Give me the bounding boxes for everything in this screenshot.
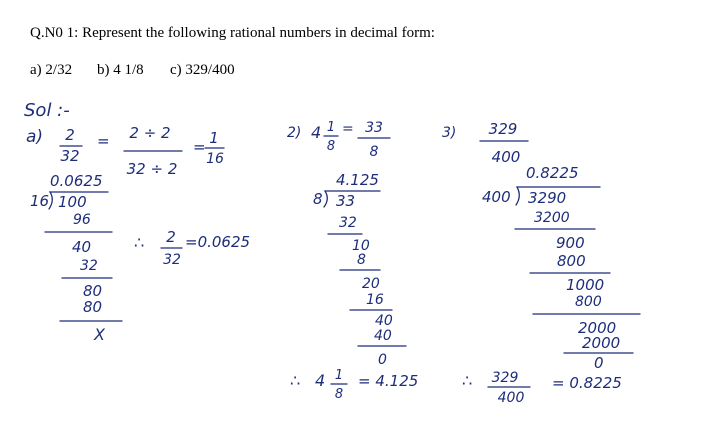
part-a-equals-1: = (97, 132, 110, 150)
part-a-step-4: 80 (83, 282, 103, 300)
part-c-dividend: 3290 (528, 189, 567, 207)
part-c-step-5: 800 (575, 294, 602, 310)
part-c-conclusion-denominator: 400 (497, 390, 525, 406)
part-a-therefore: ∴ (134, 233, 145, 252)
part-c-step-8: 0 (594, 354, 604, 372)
part-b-denominator: 8 (326, 139, 336, 154)
part-b-numerator: 1 (326, 120, 336, 135)
part-b-conclusion-value: = 4.125 (358, 372, 419, 390)
part-b-step-7: 40 (374, 328, 392, 344)
part-b-dividend: 33 (336, 192, 356, 210)
solution-heading: Sol :- (24, 100, 70, 121)
part-b-label: 2) (287, 125, 302, 141)
part-a-step-3: 32 (80, 258, 98, 274)
part-c-numerator: 329 (488, 120, 518, 138)
part-b-step-1: 32 (339, 215, 357, 231)
part-b-whole: 4 (311, 123, 322, 142)
part-b-result-denominator: 8 (369, 144, 379, 160)
part-a-step-2: 40 (72, 238, 92, 256)
part-a-denominator: 32 (60, 147, 80, 165)
part-b (287, 120, 418, 402)
part-a-step-denominator: 32 ÷ 2 (126, 160, 178, 178)
part-a-result-denominator: 16 (206, 151, 224, 167)
question-part-b: b) 4 1/8 (97, 62, 144, 78)
part-b-conclusion-denominator: 8 (334, 387, 344, 402)
part-c-step-2: 900 (556, 234, 585, 252)
part-a-conclusion-value: =0.0625 (185, 233, 251, 251)
part-b-step-8: 0 (378, 352, 387, 368)
part-b-result-numerator: 33 (365, 120, 383, 136)
part-a-numerator: 2 (65, 126, 75, 144)
question-part-a: a) 2/32 (30, 62, 73, 78)
part-a-label: a) (26, 127, 44, 147)
part-c-therefore: ∴ (462, 371, 473, 390)
part-a-step-5: 80 (83, 298, 103, 316)
part-a-result-numerator: 1 (209, 129, 219, 147)
part-b-step-6: 40 (375, 313, 393, 329)
part-c-step-7: 2000 (582, 334, 621, 352)
part-c-step-1: 3200 (534, 210, 570, 226)
question-title: Q.N0 1: Represent the following rational numbers in decimal form: (30, 25, 435, 41)
part-a-step-numerator: 2 ÷ 2 (129, 124, 171, 142)
part-a-quotient: 0.0625 (50, 172, 103, 190)
part-c-conclusion-numerator: 329 (491, 370, 519, 386)
part-b-step-4: 20 (362, 276, 380, 292)
part-b-therefore: ∴ (290, 371, 301, 390)
part-c-step-3: 800 (557, 252, 586, 270)
part-a-divisor: 16 (30, 192, 50, 210)
part-b-step-3: 8 (357, 252, 366, 268)
part-a-conclusion-denominator: 32 (163, 252, 181, 268)
part-b-divisor: 8 (313, 190, 323, 208)
part-c-step-6: 2000 (578, 319, 617, 337)
part-c-denominator: 400 (491, 148, 521, 166)
part-b-equals: = (342, 121, 354, 137)
part-a-step-1: 96 (73, 212, 91, 228)
part-c-divisor: 400 (482, 188, 511, 206)
part-c-quotient: 0.8225 (526, 164, 579, 182)
part-c-label: 3) (442, 125, 457, 141)
part-c (442, 120, 640, 406)
part-a-equals-2: = (193, 138, 206, 156)
part-c-step-4: 1000 (566, 276, 605, 294)
part-a-conclusion-numerator: 2 (166, 228, 176, 246)
part-a (26, 124, 250, 344)
part-b-quotient: 4.125 (336, 171, 379, 189)
part-b-conclusion-numerator: 1 (334, 368, 344, 383)
part-b-conclusion-whole: 4 (315, 371, 326, 390)
part-a-dividend: 100 (58, 193, 87, 211)
part-b-step-5: 16 (366, 292, 384, 308)
part-b-step-2: 10 (352, 238, 370, 254)
part-c-conclusion-value: = 0.8225 (552, 374, 622, 392)
question-part-c: c) 329/400 (170, 62, 235, 78)
part-a-step-6: X (94, 325, 105, 344)
